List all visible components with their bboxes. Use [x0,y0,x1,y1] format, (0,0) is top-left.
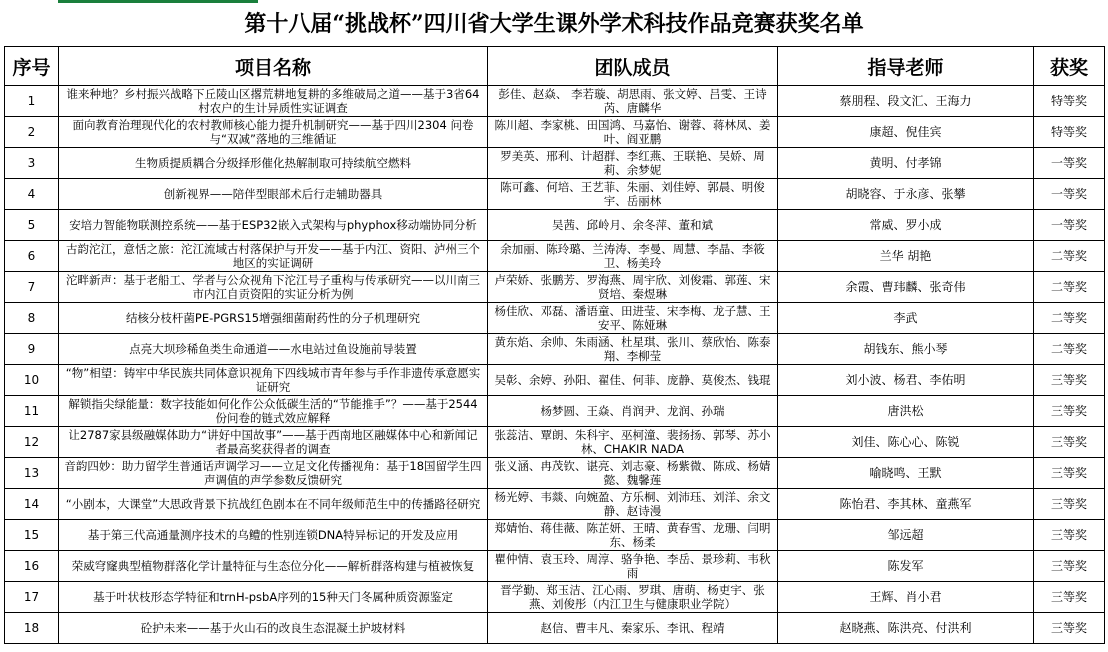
cell-team: 杨光婷、韦燚、向婉盈、方乐桐、刘沛珏、刘洋、余文静、赵诗漫 [488,489,778,520]
cell-no: 9 [5,334,59,365]
cell-team: 黄东焰、余帅、朱雨涵、杜星琪、张川、蔡欣怡、陈泰翔、李柳莹 [488,334,778,365]
cell-award: 三等奖 [1034,489,1105,520]
table-row [5,179,1105,210]
cell-award: 特等奖 [1034,86,1105,117]
table-row [5,489,1105,520]
cell-advisor: 黄明、付孝锦 [778,148,1034,179]
cell-advisor: 余霞、曹玮麟、张奇伟 [778,272,1034,303]
table-row [5,427,1105,458]
cell-team: 赵信、曹丰凡、秦家乐、李讯、程靖 [488,613,778,644]
cell-project: 点亮大坝珍稀鱼类生命通道——水电站过鱼设施前导装置 [59,334,488,365]
cell-no: 12 [5,427,59,458]
award-table [4,46,1105,644]
top-accent-bar [58,0,258,3]
cell-team: 杨佳欣、邓磊、潘语童、田进莹、宋李梅、龙子慧、王安平、陈娅琳 [488,303,778,334]
table-row [5,86,1105,117]
cell-advisor: 邹远超 [778,520,1034,551]
cell-team: 晋学勤、郑玉洁、江心雨、罗琪、唐萌、杨吏宇、张燕、刘俊彤（内江卫生与健康职业学院） [488,582,778,613]
cell-team: 陈可鑫、何培、王艺菲、朱丽、刘佳婷、郭晨、明俊宇、岳丽林 [488,179,778,210]
cell-team: 彭佳、赵焱、 李若璇、胡思雨、张文婷、吕雯、王诗芮、唐麟华 [488,86,778,117]
cell-advisor: 常威、罗小成 [778,210,1034,241]
cell-project: 谁来种地？乡村振兴战略下丘陵山区撂荒耕地复耕的多维破局之道——基于3省64村农户的生计异质性实证调查 [59,86,488,117]
col-header-award: 获奖 [1034,47,1105,86]
cell-award: 二等奖 [1034,272,1105,303]
cell-award: 三等奖 [1034,582,1105,613]
table-row [5,148,1105,179]
cell-no: 18 [5,613,59,644]
cell-advisor: 李武 [778,303,1034,334]
cell-no: 10 [5,365,59,396]
cell-project: 古韵沱江，意恬之旅：沱江流域古村落保护与开发——基于内江、资阳、泸州三个地区的实证调研 [59,241,488,272]
table-row [5,365,1105,396]
cell-project: 面向教育治理现代化的农村教师核心能力提升机制研究——基于四川2304 问卷与“双减”落地的三维循证 [59,117,488,148]
table-header [5,47,1105,86]
cell-no: 14 [5,489,59,520]
cell-advisor: 蔡朋程、段文汇、王海力 [778,86,1034,117]
cell-project: “小剧本，大课堂”大思政背景下抗战红色剧本在不同年级师范生中的传播路径研究 [59,489,488,520]
cell-team: 张蕊洁、覃朗、朱科宇、巫柯潼、裴扬扬、郭琴、苏小林、CHAKIR NADA [488,427,778,458]
cell-project: 创新视界——陪伴型眼部术后行走辅助器具 [59,179,488,210]
table-body [5,86,1105,644]
cell-no: 4 [5,179,59,210]
cell-project: 荣威穹窿典型植物群落化学计量特征与生态位分化——解析群落构建与植被恢复 [59,551,488,582]
table-row [5,272,1105,303]
cell-no: 15 [5,520,59,551]
cell-advisor: 唐洪松 [778,396,1034,427]
cell-advisor: 陈发军 [778,551,1034,582]
cell-team: 陈川超、李家桃、田国鸿、马嘉怡、谢蓉、蒋林凤、姜叶、阎亚鹏 [488,117,778,148]
cell-team: 卢荣娇、张鹏芳、罗海燕、周宇欣、刘俊霜、郭莲、宋贤培、秦煜琳 [488,272,778,303]
table-row [5,458,1105,489]
col-header-no: 序号 [5,47,59,86]
cell-award: 三等奖 [1034,458,1105,489]
cell-award: 一等奖 [1034,148,1105,179]
cell-advisor: 赵晓燕、陈洪亮、付洪利 [778,613,1034,644]
cell-award: 三等奖 [1034,551,1105,582]
cell-team: 瞿仲情、袁玉玲、周淳、骆争艳、李岳、景珍莉、韦秋雨 [488,551,778,582]
cell-award: 三等奖 [1034,396,1105,427]
cell-no: 17 [5,582,59,613]
cell-project: 砼护未来——基于火山石的改良生态混凝土护坡材料 [59,613,488,644]
table-row [5,303,1105,334]
cell-no: 1 [5,86,59,117]
col-header-project: 项目名称 [59,47,488,86]
cell-project: 让2787家县级融媒体助力“讲好中国故事”——基于西南地区融媒体中心和新闻记者最高奖获得者的调查 [59,427,488,458]
table-row [5,241,1105,272]
header-row [5,47,1105,86]
cell-advisor: 康超、倪佳宾 [778,117,1034,148]
cell-no: 6 [5,241,59,272]
cell-team: 张义涵、冉茂钦、谌亮、刘志豪、杨紫微、陈成、杨婧懿、魏馨莲 [488,458,778,489]
cell-team: 吴彰、余婷、孙阳、翟佳、何菲、庞静、莫俊杰、钱琨 [488,365,778,396]
cell-advisor: 胡钱东、熊小琴 [778,334,1034,365]
cell-team: 余加丽、陈玲璐、兰涛涛、李曼、周慧、李晶、李筱卫、杨美玲 [488,241,778,272]
cell-project: 解锁指尖绿能量：数字技能如何化作公众低碳生活的“节能推手”？——基于2544份问卷的链式效应解释 [59,396,488,427]
table-row [5,520,1105,551]
cell-team: 吴茜、邱岭月、余冬萍、董和斌 [488,210,778,241]
col-header-advisor: 指导老师 [778,47,1034,86]
page-title: 第十八届“挑战杯”四川省大学生课外学术科技作品竞赛获奖名单 [244,11,864,37]
table-row [5,117,1105,148]
cell-no: 16 [5,551,59,582]
table-row [5,210,1105,241]
cell-award: 二等奖 [1034,303,1105,334]
cell-project: 音韵四妙：助力留学生普通话声调学习——立足文化传播视角：基于18国留学生四声调值的声学参数反馈研究 [59,458,488,489]
cell-project: 结核分枝杆菌PE-PGRS15增强细菌耐药性的分子机理研究 [59,303,488,334]
cell-no: 11 [5,396,59,427]
cell-award: 一等奖 [1034,210,1105,241]
cell-award: 特等奖 [1034,117,1105,148]
cell-project: 安培力智能物联测控系统——基于ESP32嵌入式架构与phyphox移动端协同分析 [59,210,488,241]
table-row [5,334,1105,365]
cell-advisor: 刘小波、杨君、李佑明 [778,365,1034,396]
cell-award: 三等奖 [1034,427,1105,458]
cell-no: 2 [5,117,59,148]
cell-no: 8 [5,303,59,334]
cell-award: 三等奖 [1034,365,1105,396]
cell-award: 一等奖 [1034,179,1105,210]
cell-project: “物”相望：铸牢中华民族共同体意识视角下四线城市青年参与手作非遗传承意愿实证研究 [59,365,488,396]
table-row [5,613,1105,644]
table-row [5,396,1105,427]
cell-award: 三等奖 [1034,613,1105,644]
cell-project: 生物质提质耦合分级择形催化热解制取可持续航空燃料 [59,148,488,179]
cell-advisor: 王辉、肖小君 [778,582,1034,613]
cell-award: 二等奖 [1034,241,1105,272]
col-header-team: 团队成员 [488,47,778,86]
cell-advisor: 胡晓容、于永彦、张攀 [778,179,1034,210]
cell-project: 基于叶状枝形态学特征和trnH-psbA序列的15种天门冬属种质资源鉴定 [59,582,488,613]
cell-advisor: 刘佳、陈心心、陈锐 [778,427,1034,458]
cell-project: 沱畔新声：基于老船工、学者与公众视角下沱江号子重构与传承研究——以川南三市内江自贡资阳的实证分析为例 [59,272,488,303]
cell-advisor: 兰华 胡艳 [778,241,1034,272]
cell-no: 5 [5,210,59,241]
cell-advisor: 喻晓鸣、王默 [778,458,1034,489]
table-row [5,551,1105,582]
cell-team: 郑婧怡、蒋佳薇、陈芷妍、王晴、黄春雪、龙珊、闫明东、杨柔 [488,520,778,551]
cell-team: 罗美英、邢利、计超群、李红燕、王联艳、吴娇、周莉、余梦妮 [488,148,778,179]
cell-award: 三等奖 [1034,520,1105,551]
cell-team: 杨梦圆、王焱、肖润尹、龙润、孙瑞 [488,396,778,427]
cell-no: 13 [5,458,59,489]
cell-project: 基于第三代高通量测序技术的乌鳢的性别连锁DNA特异标记的开发及应用 [59,520,488,551]
cell-no: 7 [5,272,59,303]
cell-no: 3 [5,148,59,179]
cell-advisor: 陈怡君、李其林、童燕军 [778,489,1034,520]
table-row [5,582,1105,613]
cell-award: 二等奖 [1034,334,1105,365]
